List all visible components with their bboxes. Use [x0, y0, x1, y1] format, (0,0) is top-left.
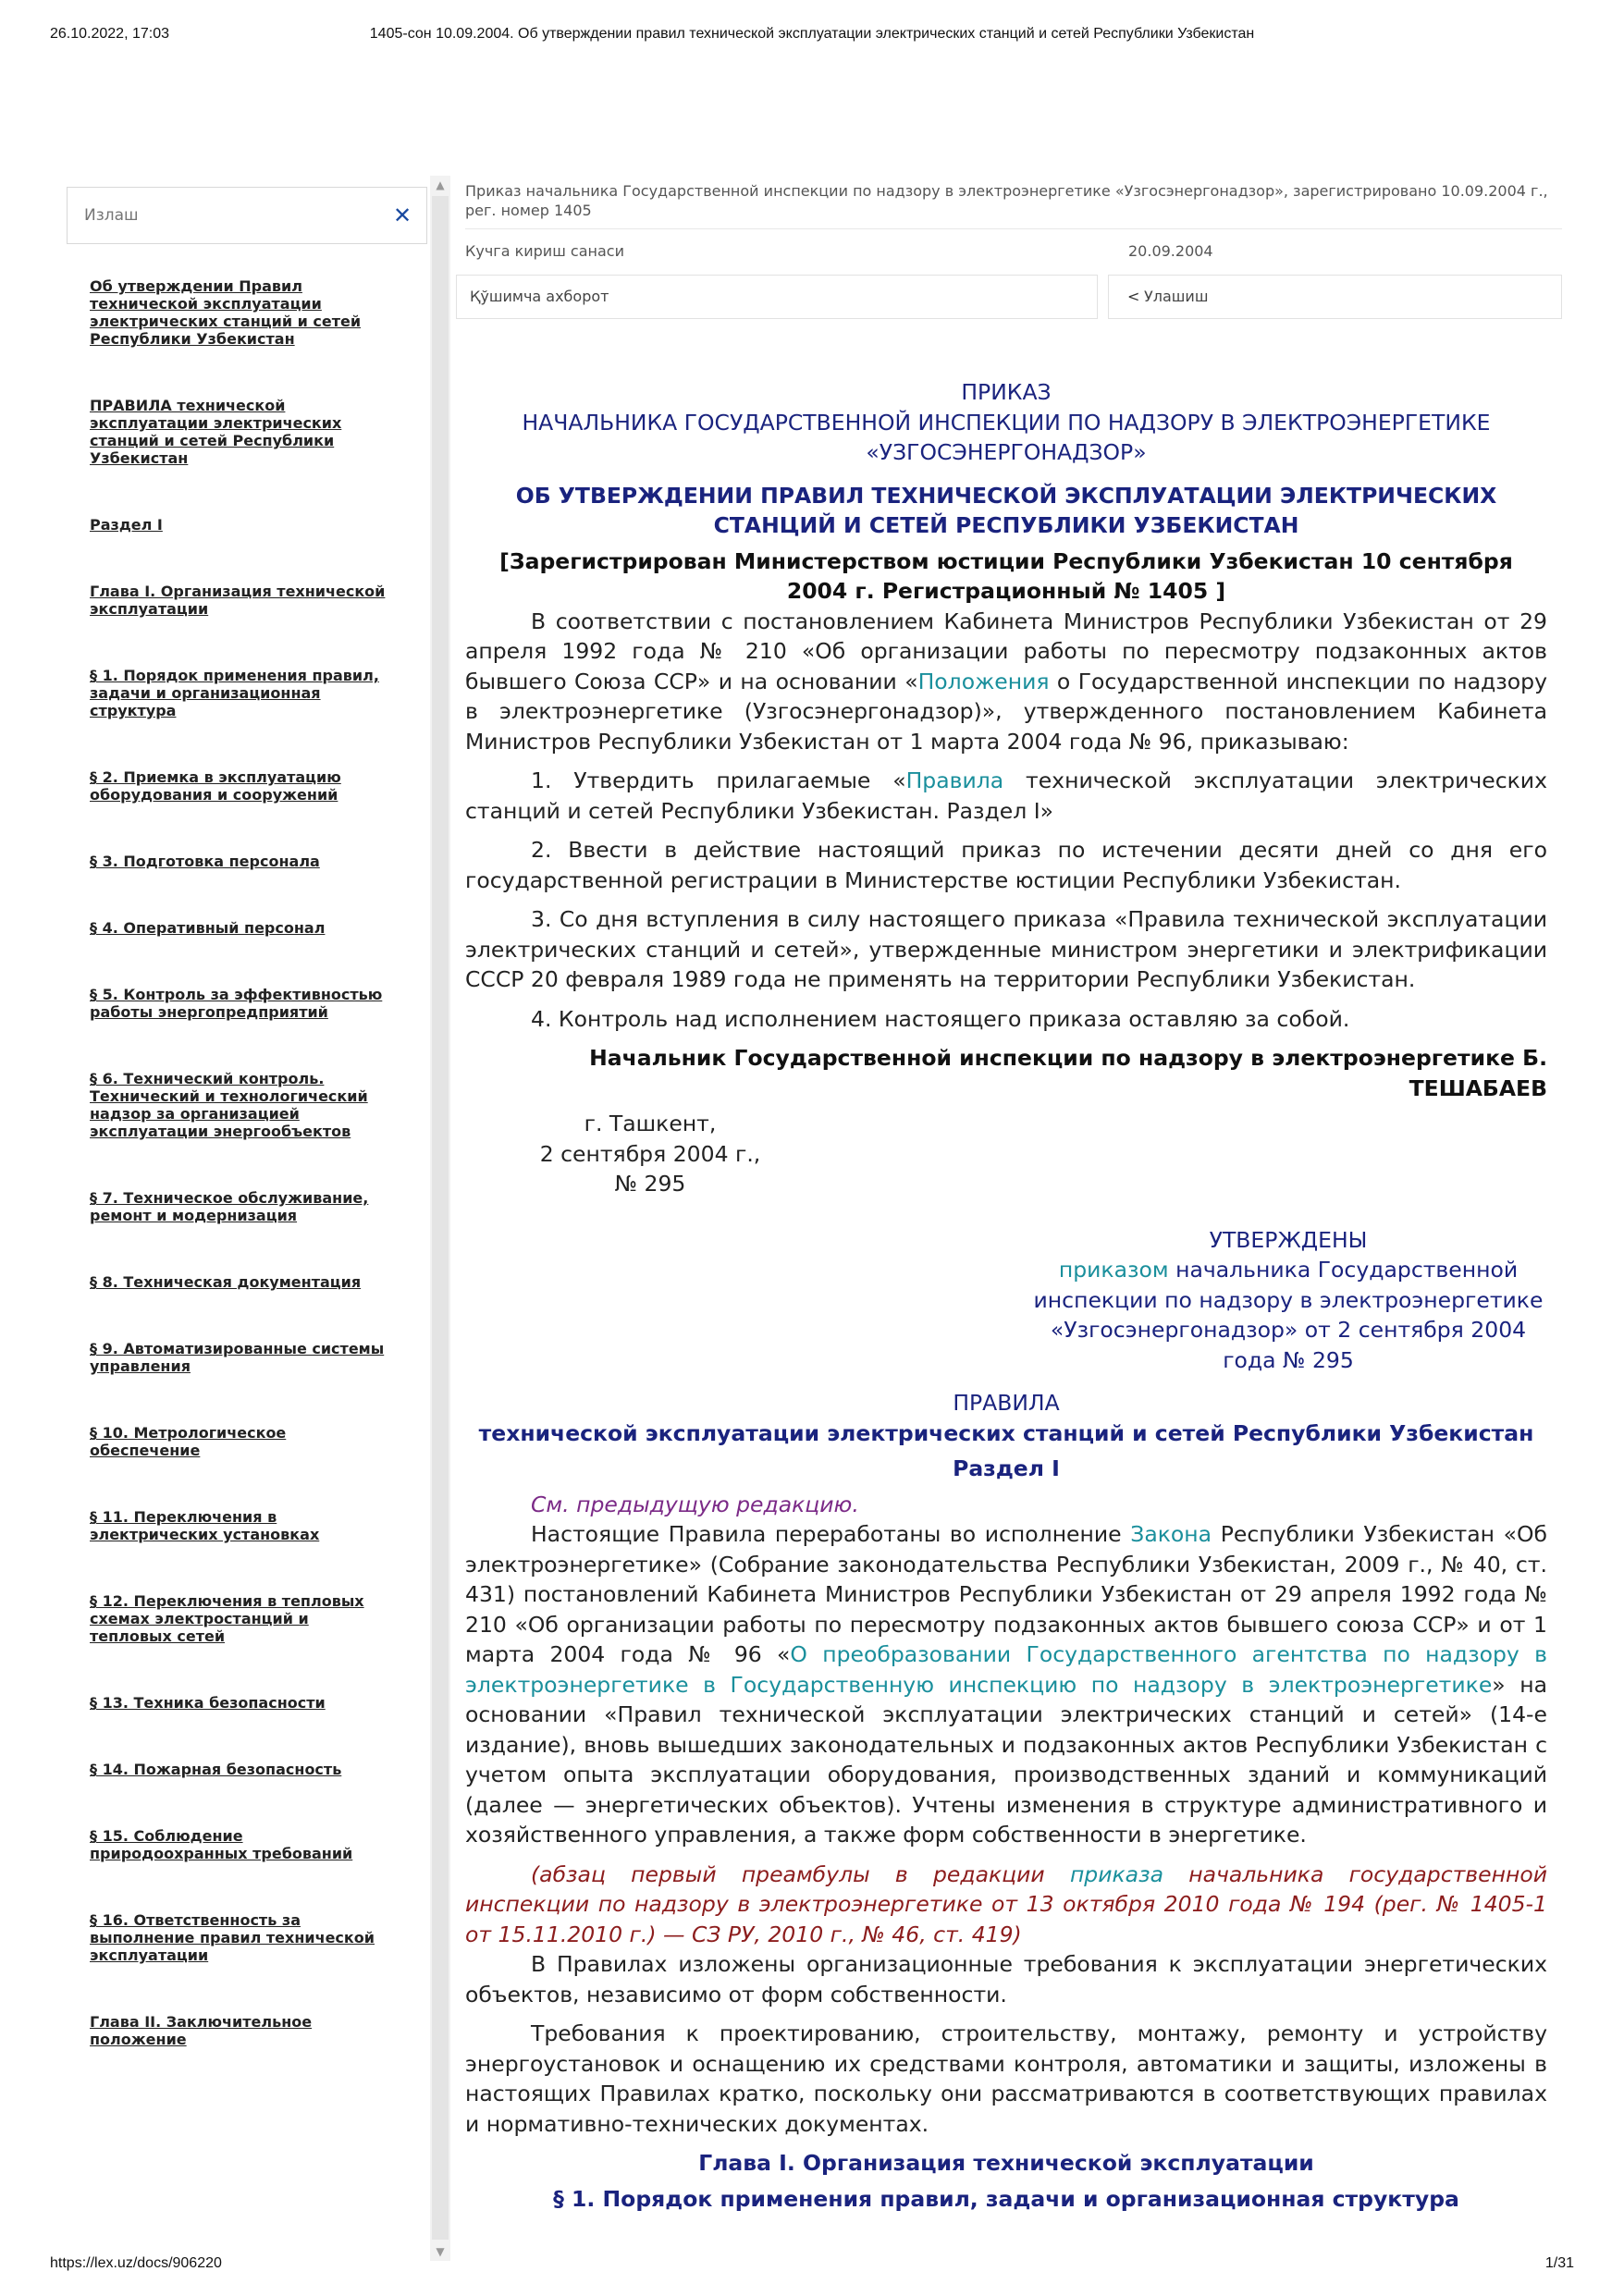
registration-note: [Зарегистрирован Министерством юстиции Республики Узбекистан 10 сентября 2004 г. Регистрационный № 1405 ]	[499, 547, 1513, 604]
intro-paragraph: Настоящие Правила переработаны во исполнение Закона Республики Узбекистан «Об электроэнергетике» (Собрание законодательства Республики Узбекистан, 2009 г., № 40, ст. 431) постановлений Кабинета Министров Республики Узбекистан от 29 апреля 1992 года № 210 «Об организации работы по пересмотру подзаконных актов бывшего союза ССР» и от 1 марта 2004 года № 96 «О преобразовании Государственного агентства по надзору в электроэнергетике в Государственную инспекцию по надзору в электроэнергетике» на основании «Правил технической эксплуатации электрических станций и сетей» (14-е издание), вновь вышедших законодательных и подзаконных актов Республики Узбекистан с учетом опыта эксплуатации оборудования, производственных зданий и коммуникаций (далее — энергетических объектов). Учтены изменения в структуре административного и хозяйственного управления, а также форм собственности в энергетике.	[465, 1521, 1548, 1848]
scroll-up-icon[interactable]: ▲	[436, 178, 445, 191]
order-subject: ОБ УТВЕРЖДЕНИИ ПРАВИЛ ТЕХНИЧЕСКОЙ ЭКСПЛУАТАЦИИ ЭЛЕКТРИЧЕСКИХ СТАНЦИЙ И СЕТЕЙ РЕСПУБЛИКИ УЗБЕКИСТАН	[515, 482, 1497, 538]
approved-title: УТВЕРЖДЕНЫ	[1209, 1226, 1368, 1253]
toc-item[interactable]: § 3. Подготовка персонала	[90, 853, 320, 870]
toc-item[interactable]: § 13. Техника безопасности	[90, 1694, 326, 1712]
effective-date-value: 20.09.2004	[1128, 242, 1213, 260]
toc-item[interactable]: § 8. Техническая документация	[90, 1273, 362, 1291]
toc-item[interactable]: § 10. Метрологическое обеспечение	[90, 1424, 287, 1459]
order-number: № 295	[614, 1171, 686, 1197]
decree-link[interactable]: О преобразовании Государственного агентства по надзору в электроэнергетике в Государственную инспекцию по надзору в электроэнергетике	[465, 1641, 1547, 1698]
approved-note: приказом начальника Государственной инспекции по надзору в электроэнергетике «Узгосэнергонадзор» от 2 сентября 2004 года № 295	[1033, 1257, 1544, 1373]
share-label: Улашиш	[1144, 288, 1209, 305]
order-item-3: 3. Со дня вступления в силу настоящего приказа «Правила технической эксплуатации электрических станций и сетей», утвержденные министром энергетики и электрификации СССР 20 февраля 1989 года не применять на территории Республики Узбекистан.	[465, 906, 1547, 992]
toc-item[interactable]: § 12. Переключения в тепловых схемах электростанций и тепловых сетей	[90, 1592, 364, 1645]
rules-paragraph-2: В Правилах изложены организационные требования к эксплуатации энергетических объектов, независимо от форм собственности.	[465, 1951, 1547, 2007]
signing-place: г. Ташкент,	[584, 1111, 717, 1136]
signing-date: 2 сентября 2004 г.,	[539, 1140, 761, 1167]
preamble-paragraph: В соответствии с постановлением Кабинета Министров Республики Узбекистан от 29 апреля 1992 года № 210 «Об организации работы по пересмотру подзаконных актов бывшего Союза ССР» и на основании «Положения о Государственной инспекции по надзору в электроэнергетике (Узгосэнергонадзор)», утвержденного постановлением Кабинета Министров Республики Узбекистан от 1 марта 2004 года № 96, приказываю:	[465, 608, 1547, 755]
print-title: 1405-сон 10.09.2004. Об утверждении правил технической эксплуатации электрических станций и сетей Республики Узбекистан	[369, 26, 1255, 42]
order-item-1: 1. Утвердить прилагаемые «Правила технической эксплуатации электрических станций и сетей Республики Узбекистан. Раздел I»	[465, 767, 1547, 824]
toc-item[interactable]: Глава II. Заключительное положение	[90, 2013, 313, 2048]
signature: Начальник Государственной инспекции по надзору в электроэнергетике Б. ТЕШАБАЕВ	[589, 1045, 1547, 1101]
search-box	[67, 187, 427, 244]
more-info-button[interactable]	[456, 275, 1098, 319]
toc-item[interactable]: Об утверждении Правил технической эксплуатации электрических станций и сетей Республики Узбекистан	[90, 277, 362, 348]
toc-item[interactable]: § 16. Ответственность за выполнение правил технической эксплуатации	[90, 1911, 375, 1964]
share-button[interactable]	[1108, 275, 1562, 319]
toc-item[interactable]: ПРАВИЛА технической эксплуатации электрических станций и сетей Республики Узбекистан	[90, 397, 342, 467]
toc-item[interactable]: § 11. Переключения в электрических установках	[90, 1508, 320, 1543]
toc-item[interactable]: § 14. Пожарная безопасность	[90, 1761, 342, 1778]
effective-date-label: Кучга кириш санаси	[465, 242, 624, 260]
law-link[interactable]: Закона	[1130, 1521, 1212, 1547]
print-footer	[50, 2255, 1574, 2278]
regulation-link[interactable]: Положения	[917, 668, 1050, 694]
order-title: ПРИКАЗ	[961, 379, 1052, 405]
document-issuer: Приказ начальника Государственной инспекции по надзору в электроэнергетике «Узгосэнергонадзор», зарегистрировано 10.09.2004 г., рег. номер 1405	[465, 182, 1548, 219]
table-of-contents	[90, 277, 395, 2048]
section-title: Раздел I	[953, 1455, 1060, 1481]
rules-title: ПРАВИЛА	[953, 1390, 1060, 1416]
toc-item[interactable]: § 2. Приемка в эксплуатацию оборудования и сооружений	[90, 768, 341, 804]
section-1-title: § 1. Порядок применения правил, задачи и организационная структура	[553, 2185, 1459, 2212]
toc-item[interactable]: § 9. Автоматизированные системы управления	[90, 1340, 385, 1375]
order-item-4: 4. Контроль над исполнением настоящего приказа оставляю за собой.	[531, 1005, 1350, 1032]
print-datetime: 26.10.2022, 17:03	[50, 26, 170, 42]
toc-item[interactable]: § 15. Соблюдение природоохранных требований	[90, 1827, 353, 1862]
scroll-thumb[interactable]	[432, 196, 449, 2240]
order-issuer-title: НАЧАЛЬНИКА ГОСУДАРСТВЕННОЙ ИНСПЕКЦИИ ПО НАДЗОРУ В ЭЛЕКТРОЭНЕРГЕТИКЕ «УЗГОСЭНЕРГОНАДЗОР»	[522, 409, 1491, 465]
toc-item[interactable]: § 7. Техническое обслуживание, ремонт и модернизация	[90, 1189, 369, 1224]
page-number: 1/31	[1544, 2255, 1574, 2271]
rules-link[interactable]: Правила	[905, 767, 1004, 793]
scroll-down-icon[interactable]: ▼	[436, 2245, 445, 2258]
amendment-order-link[interactable]: приказа	[1069, 1860, 1163, 1887]
toc-item[interactable]: § 5. Контроль за эффективностью работы энергопредприятий	[90, 986, 383, 1021]
see-previous-link[interactable]: См. предыдущую редакцию.	[531, 1491, 859, 1517]
toc-item[interactable]: § 1. Порядок применения правил, задачи и организационная структура	[90, 667, 379, 719]
chapter-title: Глава I. Организация технической эксплуатации	[698, 2150, 1314, 2176]
share-icon: <	[1127, 288, 1140, 305]
toc-item[interactable]: Раздел I	[90, 516, 163, 534]
amendment-note: (абзац первый преамбулы в редакции приказа начальника государственной инспекции по надзору в электроэнергетике от 13 октября 2010 года № 194 (рег. № 1405-1 от 15.11.2010 г.) — СЗ РУ, 2010 г., № 46, ст. 419)	[465, 1860, 1547, 1947]
rules-paragraph-3: Требования к проектированию, строительству, монтажу, ремонту и устройству энергоустановок и оснащению их средствами контроля, автоматики и защиты, изложены в настоящих Правилах кратко, поскольку они рассматриваются в соответствующих правилах и нормативно-технических документах.	[465, 2020, 1547, 2137]
sidebar-scrollbar[interactable]	[430, 176, 450, 2261]
search-input[interactable]	[68, 188, 380, 243]
toc-item[interactable]: Глава I. Организация технической эксплуатации	[90, 583, 386, 618]
print-header	[50, 26, 1574, 48]
toc-item[interactable]: § 6. Технический контроль. Технический и технологический надзор за организацией эксплуатации энергообъектов	[90, 1070, 368, 1140]
rules-subtitle: технической эксплуатации электрических станций и сетей Республики Узбекистан	[478, 1419, 1534, 1446]
toc-item[interactable]: § 4. Оперативный персонал	[90, 919, 326, 937]
clear-search-icon[interactable]: ✕	[392, 203, 412, 228]
more-info-label: Қўшимча ахборот	[470, 288, 609, 305]
meta-divider	[465, 228, 1562, 229]
order-link[interactable]: приказом	[1058, 1257, 1169, 1283]
document-body	[465, 377, 1547, 2214]
print-url: https://lex.uz/docs/906220	[50, 2255, 222, 2271]
order-item-2: 2. Ввести в действие настоящий приказ по истечении десяти дней со дня его государственной регистрации в Министерстве юстиции Республики Узбекистан.	[465, 837, 1547, 893]
